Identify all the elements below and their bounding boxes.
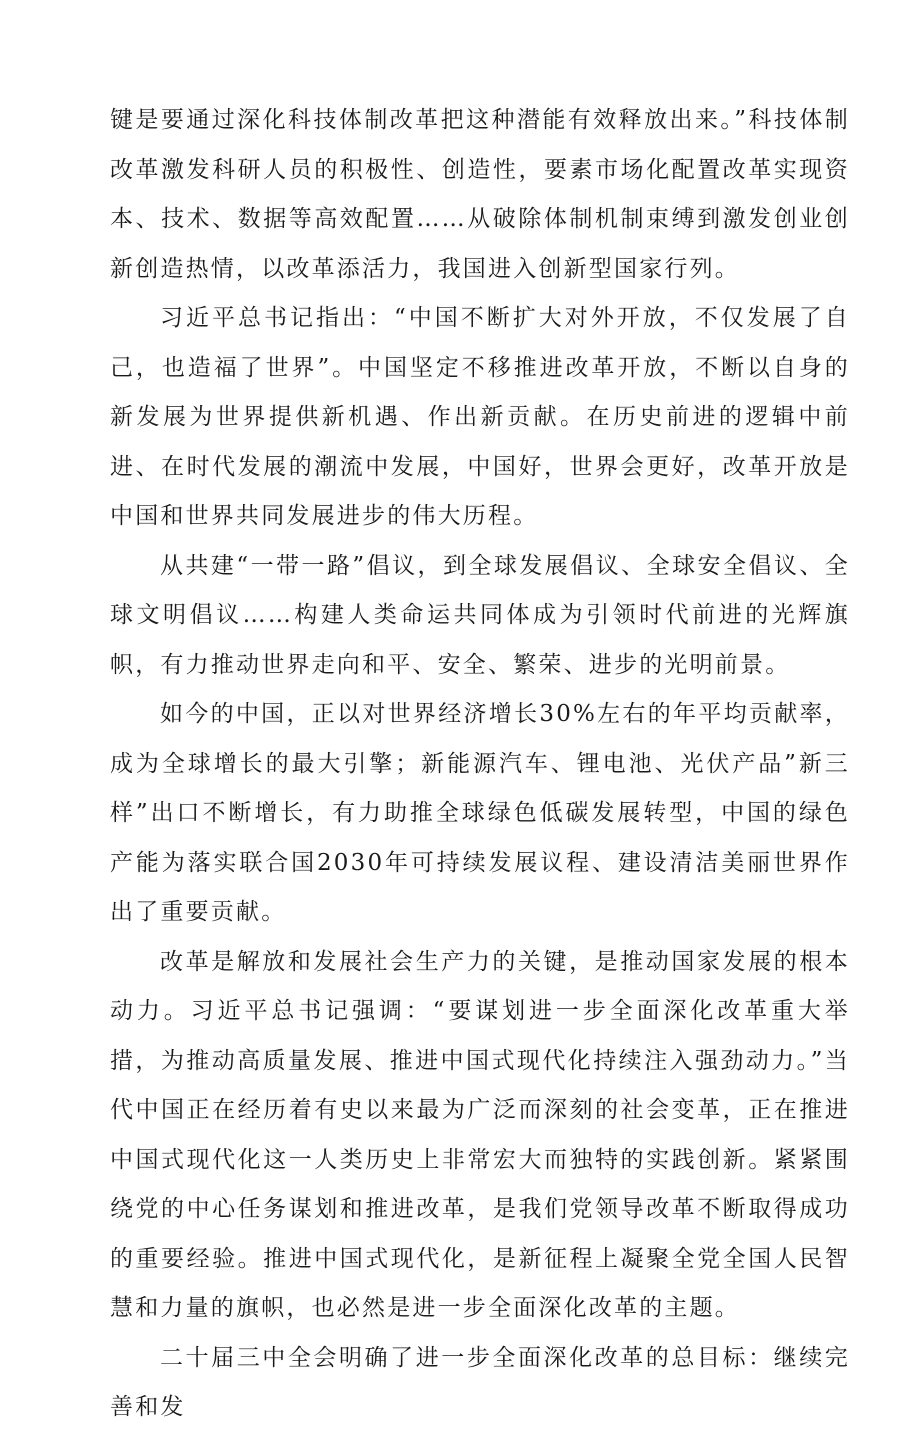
- paragraph-continued: 键是要通过深化科技体制改革把这种潜能有效释放出来。”科技体制改革激发科研人员的积极性、创造性，要素市场化配置改革实现资本、技术、数据等高效配置……从破除体制机制束缚到激发创业创新创造热情，以改革添活力，我国进入创新型国家行列。: [110, 107, 850, 282]
- paragraph-truncated: 二十届三中全会明确了进一步全面深化改革的总目标：继续完善和发: [110, 1344, 850, 1420]
- paragraph: 如今的中国，正以对世界经济增长30%左右的年平均贡献率，成为全球增长的最大引擎；新能源汽车、锂电池、光伏产品”新三样”出口不断增长，有力助推全球绿色低碳发展转型，中国的绿色产能为落实联合国2030年可持续发展议程、建设清洁美丽世界作出了重要贡献。: [110, 701, 850, 925]
- paragraph: 从共建“一带一路”倡议，到全球发展倡议、全球安全倡议、全球文明倡议……构建人类命运共同体成为引领时代前进的光辉旗帜，有力推动世界走向和平、安全、繁荣、进步的光明前景。: [110, 552, 850, 678]
- paragraph: 习近平总书记指出：“中国不断扩大对外开放，不仅发展了自己，也造福了世界”。中国坚定不移推进改革开放，不断以自身的新发展为世界提供新机遇、作出新贡献。在历史前进的逻辑中前进、在时代发展的潮流中发展，中国好，世界会更好，改革开放是中国和世界共同发展进步的伟大历程。: [110, 305, 850, 529]
- paragraph: 改革是解放和发展社会生产力的关键，是推动国家发展的根本动力。习近平总书记强调：“要谋划进一步全面深化改革重大举措，为推动高质量发展、推进中国式现代化持续注入强劲动力。”当代中国正在经历着有史以来最为广泛而深刻的社会变革，正在推进中国式现代化这一人类历史上非常宏大而独特的实践创新。紧紧围绕党的中心任务谋划和推进改革，是我们党领导改革不断取得成功的重要经验。推进中国式现代化，是新征程上凝聚全党全国人民智慧和力量的旗帜，也必然是进一步全面深化改革的主题。: [110, 948, 850, 1321]
- document-body: [110, 96, 850, 1433]
